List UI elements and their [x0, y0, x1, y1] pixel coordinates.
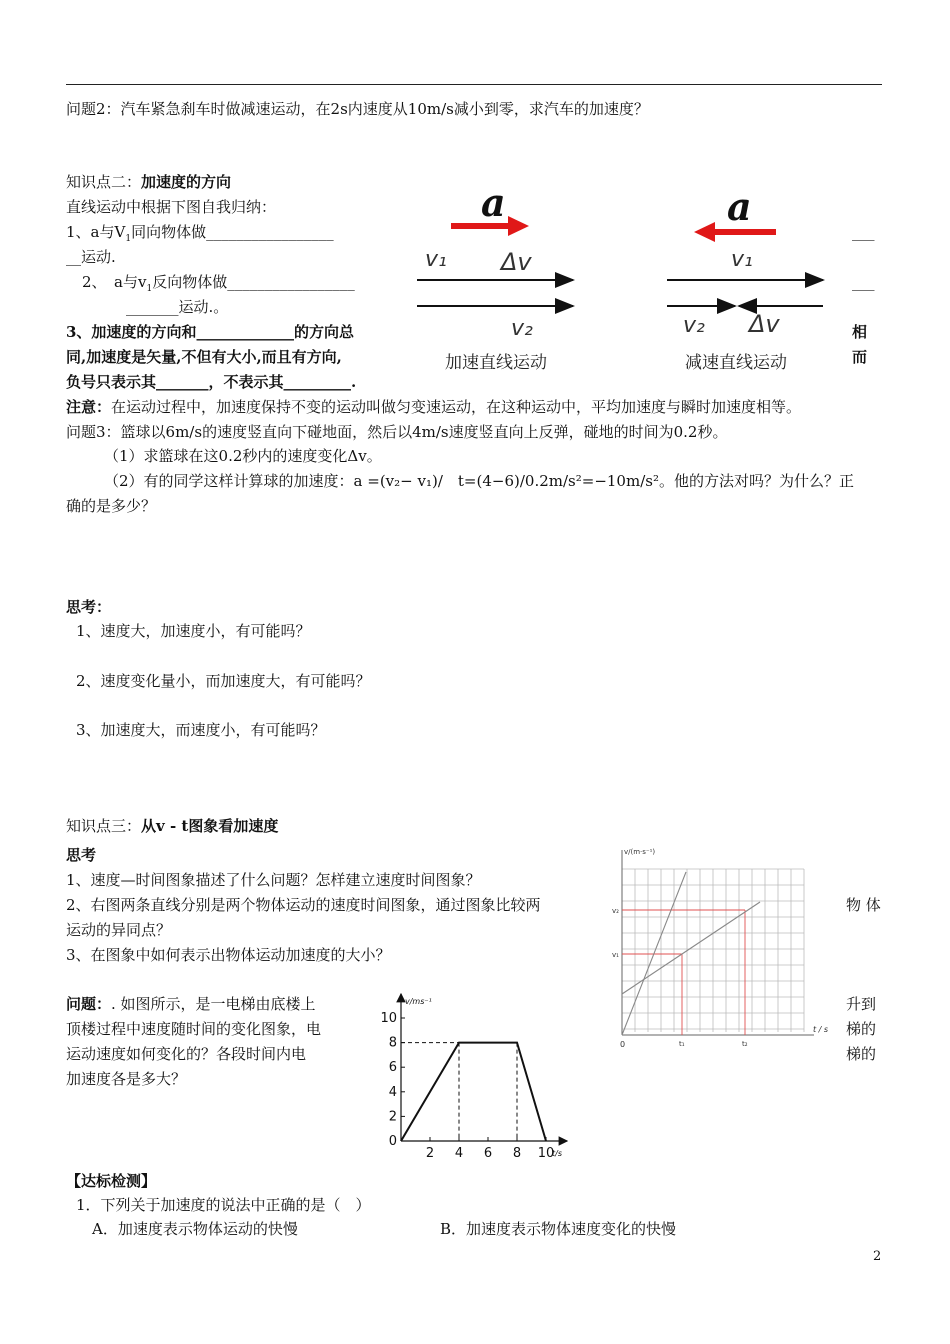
elevator-line1-right: 升到: [846, 995, 877, 1013]
page-number: 2: [873, 1249, 882, 1264]
kp2-item2: 2、 a与$v_1$反向物体做_________________: [82, 273, 355, 294]
v2-label-left: v₂: [511, 316, 533, 341]
kp2-item3-line3: 负号只表示其_______，不表示其_________.: [66, 373, 357, 391]
kp2-item1: 1、a与$V_1$同向物体做_________________: [66, 223, 334, 244]
accel-label-right: a: [727, 184, 752, 229]
v1-label-right: v₁: [731, 247, 753, 272]
kp2-item1-line2: __运动.: [66, 248, 116, 266]
elevator-xtick: 10: [537, 1146, 555, 1161]
elevator-ytick: 0: [388, 1134, 397, 1149]
kp2-item3-right: 相: [852, 323, 868, 341]
kp3-q2: 2、右图两条直线分别是两个物体运动的速度时间图象，通过图象比较两: [66, 896, 541, 914]
vt-comparison-chart: [608, 842, 838, 1052]
header-rule: [66, 84, 882, 85]
vt-line-steep: [622, 872, 686, 1035]
note: 注意：在运动过程中，加速度保持不变的运动叫做匀变速运动，在这种运动中，平均加速度与瞬时加速度相等。: [66, 398, 802, 416]
elevator-ytick: 10: [380, 1011, 397, 1026]
caption-decelerating: 减速直线运动: [685, 353, 787, 373]
elevator-line1: 问题：. 如图所示，是一电梯由底楼上: [66, 995, 316, 1013]
elevator-xtick: 4: [454, 1146, 464, 1161]
think-item-3: 3、加速度大，而速度小，有可能吗？: [76, 721, 326, 739]
elevator-vt-chart: [372, 990, 582, 1162]
vt-origin: 0: [620, 1040, 626, 1049]
kp3-q2-line2: 运动的异同点？: [66, 921, 172, 939]
kp3-q3: 3、在图象中如何表示出物体运动加速度的大小？: [66, 946, 391, 964]
elevator-velocity-line: [401, 1043, 546, 1141]
quiz-option-b: B．加速度表示物体速度变化的快慢: [440, 1220, 677, 1238]
elevator-ylabel: v/ms⁻¹: [405, 997, 432, 1006]
velocity-vector-figure: [405, 180, 845, 380]
kp3-q1: 1、速度—时间图象描述了什么问题？怎样建立速度时间图象？: [66, 871, 481, 889]
problem-3-q2: （2）有的同学这样计算球的加速度：a =(v₂− v₁)/ t=(4−6)/0.2m/s²=−10m/s²。他的方法对吗？为什么？正: [104, 472, 854, 490]
kp3-q2-right: 物 体: [846, 896, 881, 914]
elevator-line3: 运动速度如何变化的？各段时间内电: [66, 1045, 307, 1063]
kp2-item3: 3、加速度的方向和_____________的方向总: [66, 323, 354, 341]
problem-2: 问题2：汽车紧急刹车时做减速运动，在2s内速度从10m/s减小到零，求汽车的加速度？: [66, 100, 649, 118]
kp3-heading: 知识点三：从v - t图象看加速度: [66, 817, 279, 835]
elevator-xtick: 2: [425, 1146, 435, 1161]
elevator-ytick: 4: [388, 1084, 397, 1100]
vt-ytick-v2: v₂: [612, 907, 619, 915]
quiz-heading: 【达标检测】: [66, 1172, 157, 1190]
kp2-item2-right-blank: ___: [852, 273, 875, 291]
vt-xlabel: t / s: [813, 1025, 829, 1034]
kp2-item3-line2: 同,加速度是矢量,不但有大小,而且有方向,: [66, 348, 342, 366]
elevator-ytick: 2: [388, 1109, 397, 1125]
problem-3-q2-line2: 确的是多少？: [66, 497, 157, 515]
elevator-xtick: 6: [483, 1146, 493, 1161]
vt-ytick-v1: v₁: [612, 951, 619, 959]
elevator-line2-right: 梯的: [846, 1020, 877, 1038]
v1-label-left: v₁: [425, 247, 447, 272]
elevator-xlabel: t/s: [552, 1149, 562, 1158]
kp2-item1-right-blank: ___: [852, 223, 875, 241]
elevator-line4: 加速度各是多大？: [66, 1070, 187, 1088]
accel-label-left: a: [481, 180, 506, 225]
elevator-line2: 顶楼过程中速度随时间的变化图象，电: [66, 1020, 322, 1038]
quiz-q1: 1．下列关于加速度的说法中正确的是（ ）: [76, 1196, 371, 1214]
dv-label-left: Δv: [501, 248, 532, 276]
vt-grid: [622, 869, 804, 1032]
think-label: 思考：: [66, 598, 112, 616]
elevator-xtick: 8: [512, 1146, 522, 1161]
kp3-think-label: 思考: [66, 846, 97, 864]
vt-xtick-t1: t₁: [679, 1040, 685, 1048]
elevator-ytick: 8: [388, 1035, 397, 1051]
caption-accelerating: 加速直线运动: [445, 353, 547, 373]
kp2-intro: 直线运动中根据下图自我归纳：: [66, 198, 277, 216]
think-item-1: 1、速度大，加速度小，有可能吗？: [76, 622, 311, 640]
elevator-ytick: 6: [388, 1060, 397, 1076]
think-item-2: 2、速度变化量小，而加速度大，有可能吗？: [76, 672, 371, 690]
v2-label-right: v₂: [683, 313, 705, 338]
elevator-line3-right: 梯的: [846, 1045, 877, 1063]
quiz-option-a: A．加速度表示物体运动的快慢: [92, 1220, 298, 1238]
vt-ylabel: v/(m·s⁻¹): [624, 848, 656, 856]
problem-3-q1: （1）求篮球在这0.2秒内的速度变化Δv。: [104, 447, 382, 465]
kp2-heading: 知识点二：加速度的方向: [66, 173, 232, 191]
problem-3-stem: 问题3：篮球以6m/s的速度竖直向下碰地面，然后以4m/s速度竖直向上反弹，碰地的时间为0.2秒。: [66, 423, 728, 441]
vt-xtick-t2: t₂: [742, 1040, 748, 1048]
dv-label-right: Δv: [749, 310, 780, 338]
kp2-item2-line2: _______运动.。: [126, 298, 229, 316]
kp2-item3-right2: 而: [852, 348, 868, 366]
